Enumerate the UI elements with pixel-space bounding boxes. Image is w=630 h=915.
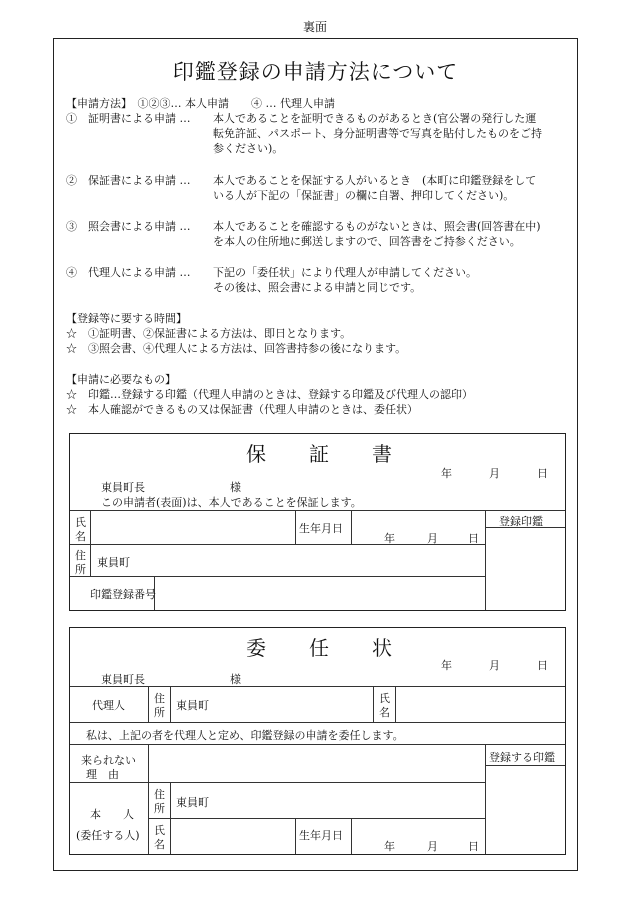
method-1-line-2: 転免許証、パスポート、身分証明書等で写真を貼付したものをご持	[213, 127, 543, 140]
guarantee-seal-no-field[interactable]	[156, 578, 483, 608]
principal-birth-field[interactable]	[353, 820, 483, 852]
method-1-label: ① 証明書による申請 …	[66, 112, 191, 125]
method-4-label: ④ 代理人による申請 …	[66, 266, 191, 279]
guarantee-title-char-2: 証	[309, 442, 329, 466]
side-label: 裏面	[302, 20, 327, 34]
divider	[90, 510, 91, 576]
guarantee-title-char-3: 書	[372, 442, 392, 466]
divider	[395, 686, 396, 722]
guarantee-sama: 様	[230, 481, 241, 494]
divider	[485, 765, 565, 766]
proxy-agent-label: 代理人	[92, 699, 125, 712]
principal-birth-year: 年	[384, 840, 395, 853]
proxy-addressee: 東員町長	[101, 673, 145, 686]
principal-birth-label: 生年月日	[299, 829, 343, 842]
divider	[70, 576, 485, 577]
divider	[70, 686, 565, 687]
divider	[485, 510, 486, 610]
divider	[170, 686, 171, 722]
proxy-title-char-3: 状	[372, 636, 392, 660]
method-1-line-3: 参ください)。	[213, 142, 284, 155]
divider	[70, 722, 565, 723]
proxy-day-label: 日	[537, 659, 548, 672]
guarantee-address-value[interactable]: 東員町	[97, 556, 130, 569]
guarantee-addressee: 東員町長	[101, 481, 145, 494]
principal-label-1: 本 人	[90, 808, 134, 821]
guarantee-year-label: 年	[441, 467, 452, 480]
guarantee-title-char-1: 保	[246, 442, 266, 466]
proxy-sama: 様	[230, 673, 241, 686]
guarantee-address-label-2: 所	[75, 563, 86, 576]
proxy-address-label-2: 所	[154, 706, 165, 719]
divider	[148, 744, 149, 854]
principal-address-label-1: 住	[154, 788, 165, 801]
proxy-year-label: 年	[441, 659, 452, 672]
principal-name-label-2: 名	[154, 838, 165, 851]
principal-name-field[interactable]	[172, 820, 293, 852]
divider	[148, 686, 149, 722]
proxy-seal-label: 登録する印鑑	[489, 751, 555, 764]
proxy-statement: 私は、上記の者を代理人と定め、印鑑登録の申請を委任します。	[86, 729, 404, 742]
guarantee-seal-area[interactable]	[487, 529, 565, 609]
method-2-line-1: 本人であることを保証する人がいるとき (本町に印鑑登録をして	[213, 174, 537, 187]
guarantee-birth-year: 年	[384, 532, 395, 545]
principal-label-2: (委任する人)	[76, 829, 140, 842]
guarantee-name-field[interactable]	[92, 512, 292, 542]
guarantee-birth-month: 月	[427, 532, 438, 545]
principal-name-label-1: 氏	[154, 824, 165, 837]
needs-line-2: ☆ 本人確認ができるもの又は保証書（代理人申請のときは、委任状）	[66, 403, 418, 416]
guarantee-seal-label: 登録印鑑	[499, 515, 543, 528]
guarantee-statement: この申請者(表面)は、本人であることを保証します。	[101, 496, 362, 509]
proxy-reason-field[interactable]	[150, 746, 483, 780]
method-3-label: ③ 照会書による申請 …	[66, 220, 191, 233]
proxy-name-field[interactable]	[397, 688, 563, 720]
guarantee-form	[69, 433, 566, 611]
guarantee-birth-day: 日	[468, 532, 479, 545]
method-3-line-1: 本人であることを確認するものがないときは、照会書(回答書在中)	[213, 220, 541, 233]
divider	[70, 782, 485, 783]
divider	[70, 744, 565, 745]
divider	[170, 782, 171, 854]
method-1-line-1: 本人であることを証明できるものがあるとき(官公署の発行した運	[213, 112, 537, 125]
guarantee-name-label-2: 名	[75, 530, 86, 543]
time-heading: 【登録等に要する時間】	[66, 312, 187, 325]
method-3-line-2: を本人の住所地に郵送しますので、回答書をご持参ください。	[213, 235, 521, 248]
guarantee-day-label: 日	[537, 467, 548, 480]
proxy-seal-area[interactable]	[487, 767, 565, 853]
proxy-title-char-2: 任	[309, 636, 329, 660]
principal-address-label-2: 所	[154, 802, 165, 815]
principal-birth-month: 月	[427, 840, 438, 853]
method-4-line-2: その後は、照会書による申請と同じです。	[213, 281, 422, 294]
proxy-title-char-1: 委	[246, 636, 266, 660]
methods-heading: 【申請方法】 ①②③… 本人申請 ④ … 代理人申請	[66, 97, 335, 110]
guarantee-name-label-1: 氏	[75, 516, 86, 529]
time-line-1: ☆ ①証明書、②保証書による方法は、即日となります。	[66, 327, 352, 340]
proxy-reason-label-2: 理 由	[86, 768, 119, 781]
guarantee-address-label-1: 住	[75, 549, 86, 562]
divider	[70, 510, 565, 511]
divider	[373, 686, 374, 722]
divider	[148, 818, 485, 819]
divider	[351, 818, 352, 854]
method-2-label: ② 保証書による申請 …	[66, 174, 191, 187]
method-2-line-2: いる人が下記の「保証書」の欄に自署、押印してください)。	[213, 189, 515, 202]
needs-line-1: ☆ 印鑑…登録する印鑑（代理人申請のときは、登録する印鑑及び代理人の認印）	[66, 388, 473, 401]
divider	[70, 544, 485, 545]
proxy-reason-label-1: 来られない	[81, 754, 136, 767]
principal-birth-day: 日	[468, 840, 479, 853]
proxy-name-label-1: 氏	[379, 692, 390, 705]
proxy-name-label-2: 名	[379, 706, 390, 719]
page-title: 印鑑登録の申請方法について	[172, 60, 459, 84]
guarantee-birth-label: 生年月日	[299, 522, 343, 535]
proxy-form	[69, 627, 566, 855]
divider	[295, 818, 296, 854]
proxy-address-value[interactable]: 東員町	[176, 699, 209, 712]
needs-heading: 【申請に必要なもの】	[66, 373, 176, 386]
proxy-address-label-1: 住	[154, 692, 165, 705]
guarantee-seal-no-label: 印鑑登録番号	[90, 588, 156, 601]
time-line-2: ☆ ③照会書、④代理人による方法は、回答書持参の後になります。	[66, 342, 407, 355]
guarantee-birth-field[interactable]	[353, 512, 483, 542]
method-4-line-1: 下記の「委任状」により代理人が申請してください。	[213, 266, 477, 279]
principal-address-value[interactable]: 東員町	[176, 796, 209, 809]
proxy-month-label: 月	[489, 659, 500, 672]
divider	[295, 510, 296, 544]
guarantee-month-label: 月	[489, 467, 500, 480]
divider	[351, 510, 352, 544]
divider	[485, 744, 486, 854]
